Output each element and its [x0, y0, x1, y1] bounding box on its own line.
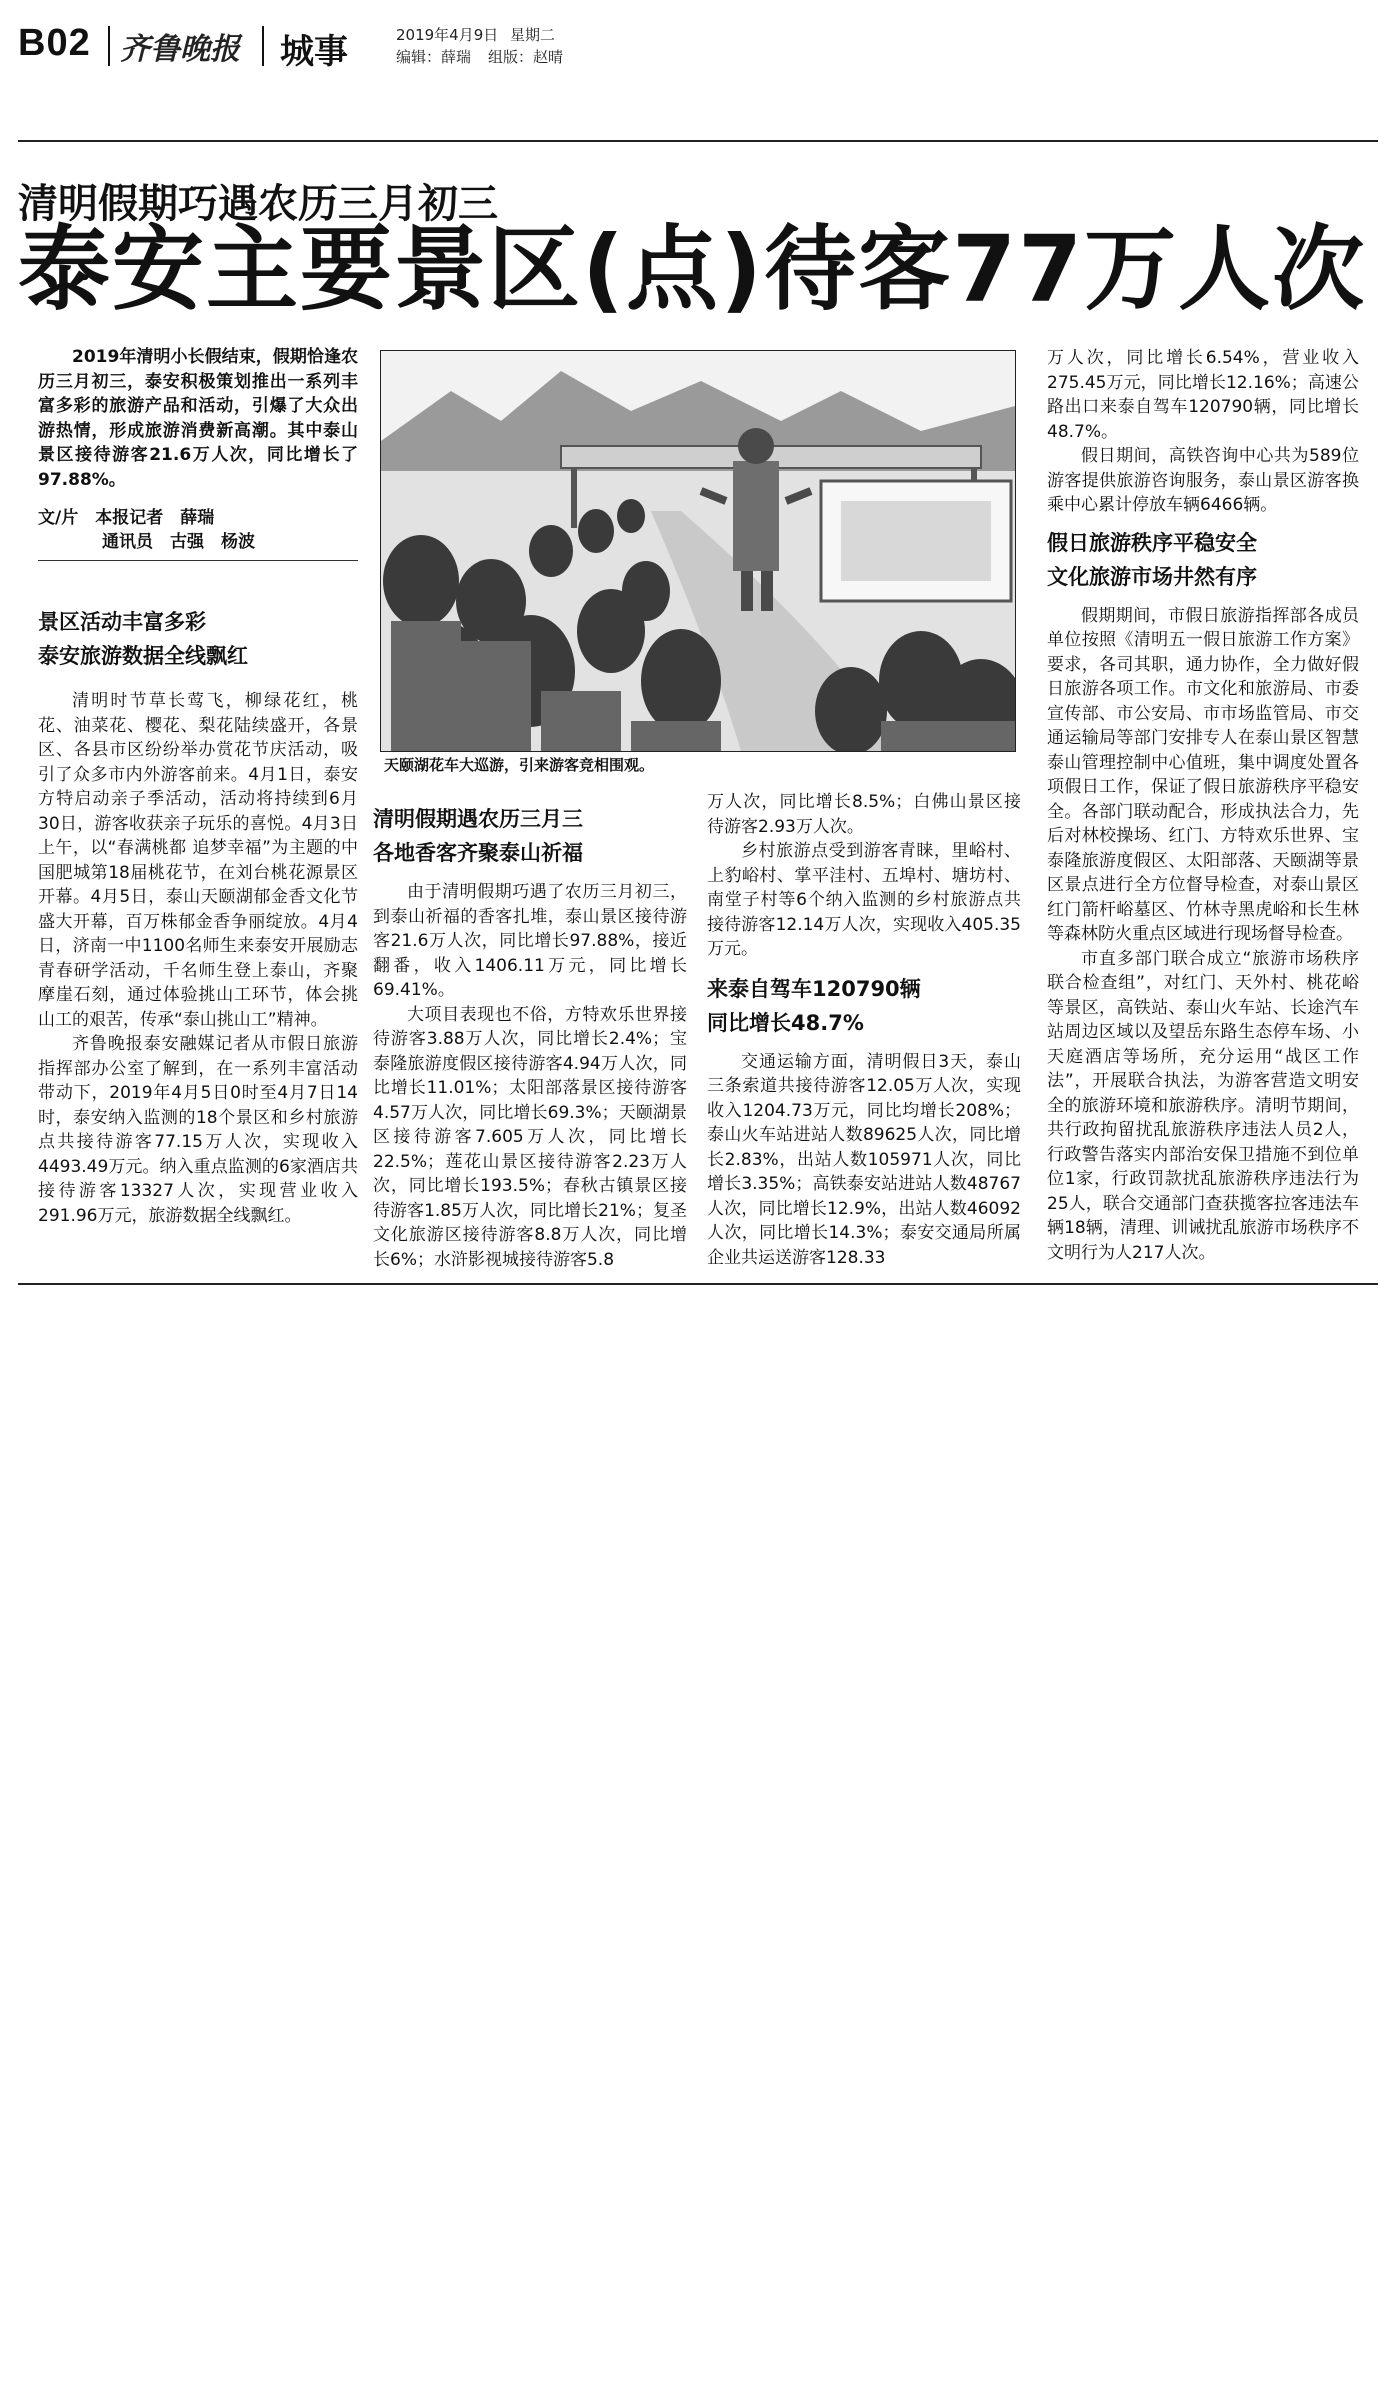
editor-credit: 编辑：薛瑞 [396, 48, 472, 66]
subhead-2-line-2: 各地香客齐聚泰山祈福 [373, 841, 583, 865]
subhead-2-line-1: 清明假期遇农历三月三 [373, 807, 583, 831]
photo-illustration [381, 351, 1015, 751]
paragraph-3: 由于清明假期巧遇了农历三月初三，到泰山祈福的香客扎堆，泰山景区接待游客21.6万人次，同比增长97.88%，接近翻番，收入1406.11万元，同比增长69.41%。 [373, 882, 687, 1000]
paragraph-7: 假日期间，高铁咨询中心共为589位游客提供旅游咨询服务，泰山景区游客换乘中心累计停放车辆6466辆。 [1047, 446, 1359, 515]
article-headline: 泰安主要景区(点)待客77万人次 [18, 216, 1367, 323]
issue-date: 2019年4月9日 [396, 26, 499, 44]
masthead-rule [18, 140, 1378, 142]
subhead-3-line-1: 来泰自驾车120790辆 [707, 976, 921, 1001]
newspaper-logo: 齐鲁晚报 [120, 32, 240, 67]
byline-correspondents: 通讯员 古强 杨波 [102, 532, 255, 552]
paragraph-6: 交通运输方面，清明假日3天，泰山三条索道共接待游客12.05万人次，实现收入1204.73万元，同比均增长208%；泰山火车站进站人数89625人次，同比增长2.83%，出站人数105971人次，同比增长3.35%；高铁泰安站进站人数48767人次，同比增长12.9%，出站人数46092人次，同比增长14.3%；泰安交通局所属企业共运送游客128.33 [707, 1051, 1021, 1268]
article-column-1 [38, 345, 358, 1228]
subhead-1-line-1: 景区活动丰富多彩 [38, 610, 206, 634]
paragraph-1: 清明时节草长莺飞，柳绿花红，桃花、油菜花、樱花、梨花陆续盛开，各景区、各县市区纷纷举办赏花节庆活动，吸引了众多市内外游客前来。4月1日，泰安方特启动亲子季活动，活动将持续到6月30日，游客收获亲子玩乐的喜悦。4月3日上午，以“春满桃都 追梦幸福”为主题的中国肥城第18届桃花节，在刘台桃花源景区开幕。4月5日，泰山天颐湖郁金香文化节盛大开幕，百万株郁金香争丽绽放。4月4日，济南一中1100名师生来泰安开展励志青春研学活动，千名师生登上泰山，齐聚摩崖石刻，通过体验挑山工环节，体会挑山工的艰苦，传承“泰山挑山工”精神。 [38, 691, 358, 1030]
masthead-divider [108, 26, 110, 66]
section-name: 城事 [280, 32, 348, 72]
paragraph-9: 市直多部门联合成立“旅游市场秩序联合检查组”，对红门、天外村、桃花峪等景区，高铁站、泰山火车站、长途汽车站周边区域以及望岳东路生态停车场、小天庭酒店等场所，充分运用“战区工作法”，开展联合执法，为游客营造文明安全的旅游环境和旅游秩序。清明节期间，共行政拘留扰乱旅游秩序违法人员2人，行政警告落实内部治安保卫措施不到位单位1家，行政罚款扰乱旅游秩序违法行为25人，联合交通部门查获揽客拉客违法车辆18辆，清理、训诫扰乱旅游市场秩序不文明行为人217人次。 [1047, 948, 1359, 1263]
article-lead: 2019年清明小长假结束，假期恰逢农历三月初三，泰安积极策划推出一系列丰富多彩的旅游产品和活动，引爆了大众出游热情，形成旅游消费新高潮。其中泰山景区接待游客21.6万人次，同比增长了97.88%。 [38, 347, 358, 490]
subhead-4-line-1: 假日旅游秩序平稳安全 [1047, 530, 1257, 555]
subhead-3-line-2: 同比增长48.7% [707, 1010, 864, 1035]
masthead-divider [262, 26, 264, 66]
layout-credit: 组版：赵晴 [488, 48, 564, 66]
issue-weekday: 星期二 [510, 26, 556, 44]
article-kicker: 清明假期巧遇农历三月初三 [18, 181, 498, 227]
paragraph-2: 齐鲁晚报泰安融媒记者从市假日旅游指挥部办公室了解到，在一系列丰富活动带动下，2019年4月5日0时至4月7日14时，泰安纳入监测的18个景区和乡村旅游点共接待游客77.15万人次，实现收入4493.49万元。纳入重点监测的6家酒店共接待游客13327人次，实现营业收入291.96万元，旅游数据全线飘红。 [38, 1034, 358, 1226]
paragraph-6-continued: 万人次，同比增长6.54%，营业收入275.45万元，同比增长12.16%；高速公路出口来泰自驾车120790辆，同比增长48.7%。 [1047, 348, 1359, 442]
page-code: B02 [18, 22, 91, 64]
paragraph-8: 假期期间，市假日旅游指挥部各成员单位按照《清明五一假日旅游工作方案》要求，各司其职，通力协作，全力做好假日旅游各项工作。市文化和旅游局、市委宣传部、市公安局、市市场监管局、市交通运输局等部门安排专人在泰山景区智慧泰山管理控制中心值班，集中调度处置各项假日工作，保证了假日旅游秩序平稳安全。各部门联动配合，形成执法合力，先后对林校操场、红门、方特欢乐世界、宝泰隆旅游度假区、太阳部落、天颐湖等景区景点进行全方位督导检查，对泰山景区红门箭杆峪墓区、竹林寺黑虎峪和长生林等森林防火重点区域进行现场督导检查。 [1047, 605, 1359, 944]
paragraph-4: 大项目表现也不俗，方特欢乐世界接待游客3.88万人次，同比增长2.4%；宝泰隆旅游度假区接待游客4.94万人次，同比增长11.01%；太阳部落景区接待游客4.57万人次，同比增长69.3%；天颐湖景区接待游客7.605万人次，同比增长22.5%；莲花山景区接待游客2.23万人次，同比增长193.5%；春秋古镇景区接待游客1.85万人次，同比增长21%；复圣文化旅游区接待游客8.8万人次，同比增长6%；水浒影视城接待游客5.8 [373, 1004, 687, 1270]
subhead-1-line-2: 泰安旅游数据全线飘红 [38, 644, 248, 668]
paragraph-4-continued: 万人次，同比增长8.5%；白佛山景区接待游客2.93万人次。 [707, 792, 1021, 837]
news-photo [380, 350, 1016, 752]
article-bottom-rule [18, 1283, 1378, 1285]
photo-caption: 天颐湖花车大巡游，引来游客竞相围观。 [384, 756, 655, 774]
article-column-3 [707, 790, 1021, 1270]
article-column-4 [1047, 346, 1359, 1265]
byline-reporter: 文/片 本报记者 薛瑞 [38, 508, 215, 528]
paragraph-5: 乡村旅游点受到游客青睐，里峪村、上豹峪村、掌平洼村、五埠村、塘坊村、南堂子村等6个纳入监测的乡村旅游点共接待游客12.14万人次，实现收入405.35万元。 [707, 841, 1021, 959]
subhead-4-line-2: 文化旅游市场井然有序 [1047, 564, 1257, 589]
article-column-2 [373, 802, 687, 1272]
